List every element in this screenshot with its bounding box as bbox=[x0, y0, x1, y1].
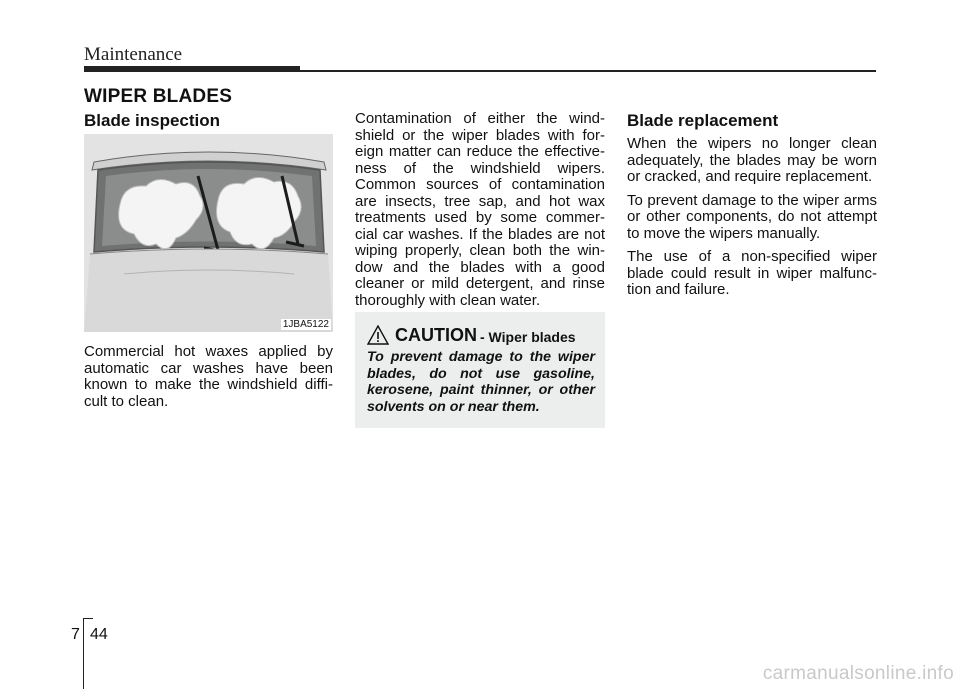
caution-text: To prevent damage to the wiper blades, do not use gasoline, kerosene, paint thinner, or other solvents on or near them. bbox=[367, 349, 595, 415]
windshield-figure bbox=[84, 134, 333, 332]
footer-rule-vertical bbox=[83, 618, 84, 689]
col3-paragraph-3: The use of a non-specified wiper blade could result in wiper malfunc-tion and failure. bbox=[627, 248, 877, 298]
footer-rule-horizontal bbox=[83, 618, 93, 619]
blade-replacement-heading: Blade replacement bbox=[627, 111, 779, 130]
caution-word: CAUTION bbox=[395, 324, 477, 345]
caution-header bbox=[367, 324, 576, 346]
header-rule-thin bbox=[300, 70, 876, 72]
section-title: WIPER BLADES bbox=[84, 86, 233, 107]
col3-paragraph-1: When the wipers no longer clean adequately, the blades may be worn or cracked, and require replacement. bbox=[627, 135, 877, 185]
col1-paragraph: Commercial hot waxes applied by automatic car washes have been known to make the windshield diffi-cult to clean. bbox=[84, 343, 333, 410]
header-title: Maintenance bbox=[84, 44, 183, 65]
warning-triangle-icon bbox=[367, 325, 389, 345]
col3-paragraphs bbox=[627, 136, 877, 306]
chapter-number: 7 bbox=[71, 626, 80, 643]
caution-box bbox=[355, 312, 605, 428]
watermark: carmanualsonline.info bbox=[762, 663, 954, 684]
caution-subject: - Wiper blades bbox=[480, 328, 576, 345]
header-rule-thick bbox=[84, 66, 300, 72]
blade-inspection-heading: Blade inspection bbox=[84, 111, 221, 130]
figure-code: 1JBA5122 bbox=[282, 319, 329, 330]
page-number: 44 bbox=[90, 626, 108, 643]
col3-paragraph-2: To prevent damage to the wiper arms or other components, do not attempt to move the wipers manually. bbox=[627, 191, 877, 242]
windshield-illustration bbox=[84, 134, 333, 332]
col2-paragraph: Contamination of either the wind-shield or the wiper blades with for-eign matter can reduce the effective-ness of the windshield wipers. Common sources of contamination are insects, tree sap, and hot wax treatments used by some commer-cial car washes. If the blades are not wiping properly, clean both the win-dow and the blades with a good cleaner or mild detergent, and rinse thoroughly with clean water. bbox=[355, 110, 605, 309]
